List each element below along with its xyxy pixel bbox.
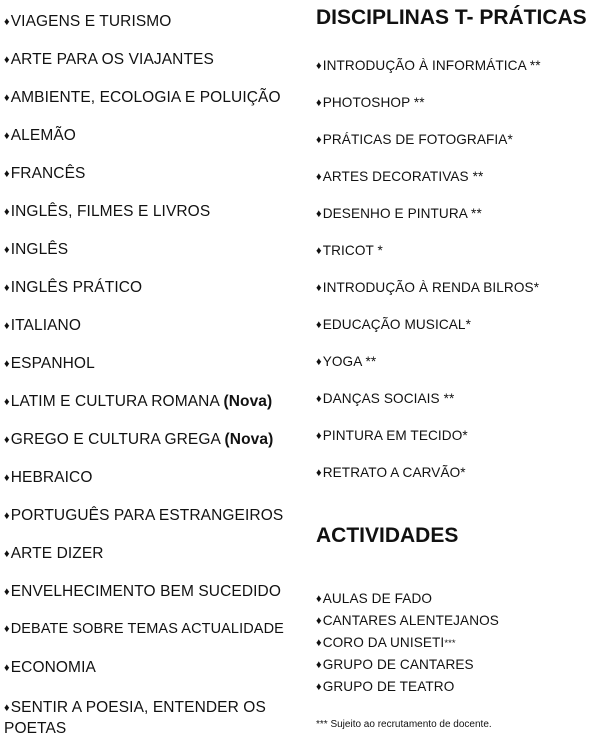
diamond-bullet-icon: ♦ — [316, 467, 322, 479]
list-item: ♦ECONOMIA — [4, 659, 96, 676]
list-item: ♦PRÁTICAS DE FOTOGRAFIA* — [316, 132, 513, 147]
list-item: ♦ALEMÃO — [4, 127, 76, 144]
section-heading-actividades: ACTIVIDADES — [316, 524, 459, 547]
diamond-bullet-icon: ♦ — [4, 92, 10, 104]
diamond-bullet-icon: ♦ — [316, 615, 322, 627]
list-item: ♦ITALIANO — [4, 317, 81, 334]
diamond-bullet-icon: ♦ — [4, 16, 10, 28]
diamond-bullet-icon: ♦ — [4, 548, 10, 560]
list-item: ♦AMBIENTE, ECOLOGIA E POLUIÇÃO — [4, 89, 281, 106]
list-item: ♦TRICOT * — [316, 243, 383, 258]
diamond-bullet-icon: ♦ — [316, 208, 322, 220]
list-item: ♦GRUPO DE CANTARES — [316, 657, 474, 672]
list-item: ♦ARTES DECORATIVAS ** — [316, 169, 484, 184]
diamond-bullet-icon: ♦ — [316, 134, 322, 146]
diamond-bullet-icon: ♦ — [316, 319, 322, 331]
list-item: ♦ESPANHOL — [4, 355, 95, 372]
diamond-bullet-icon: ♦ — [4, 510, 10, 522]
list-item: ♦YOGA ** — [316, 354, 377, 369]
list-item: ♦EDUCAÇÃO MUSICAL* — [316, 317, 471, 332]
nova-badge: (Nova) — [223, 393, 273, 410]
list-item: ♦INGLÊS — [4, 241, 69, 258]
list-item: ♦RETRATO A CARVÃO* — [316, 465, 466, 480]
list-item: ♦INTRODUÇÃO À RENDA BILROS* — [316, 280, 540, 295]
list-item: ♦INGLÊS PRÁTICO — [4, 279, 143, 296]
diamond-bullet-icon: ♦ — [316, 659, 322, 671]
list-item: ♦CORO DA UNISETI*** — [316, 635, 456, 650]
list-item: ♦VIAGENS E TURISMO — [4, 13, 172, 30]
list-item: ♦HEBRAICO — [4, 469, 93, 486]
diamond-bullet-icon: ♦ — [316, 60, 322, 72]
list-item: ♦ARTE DIZER — [4, 545, 104, 562]
list-item: ♦GREGO E CULTURA GREGA (Nova) — [4, 431, 274, 448]
diamond-bullet-icon: ♦ — [4, 130, 10, 142]
diamond-bullet-icon: ♦ — [316, 171, 322, 183]
diamond-bullet-icon: ♦ — [4, 702, 10, 714]
diamond-bullet-icon: ♦ — [4, 623, 10, 635]
diamond-bullet-icon: ♦ — [316, 593, 322, 605]
footnote: *** Sujeito ao recrutamento de docente. — [316, 719, 492, 730]
list-item: ♦ENVELHECIMENTO BEM SUCEDIDO — [4, 583, 281, 600]
list-item: ♦AULAS DE FADO — [316, 591, 433, 606]
diamond-bullet-icon: ♦ — [4, 244, 10, 256]
diamond-bullet-icon: ♦ — [316, 393, 322, 405]
diamond-bullet-icon: ♦ — [316, 430, 322, 442]
list-item: ♦GRUPO DE TEATRO — [316, 679, 455, 694]
list-item: ♦DEBATE SOBRE TEMAS ACTUALIDADE — [4, 621, 284, 637]
diamond-bullet-icon: ♦ — [4, 282, 10, 294]
section-heading-praticas: DISCIPLINAS T- PRÁTICAS — [316, 6, 587, 29]
nova-badge: (Nova) — [224, 431, 274, 448]
diamond-bullet-icon: ♦ — [316, 637, 322, 649]
diamond-bullet-icon: ♦ — [4, 320, 10, 332]
list-item: ♦PORTUGUÊS PARA ESTRANGEIROS — [4, 507, 284, 524]
list-item: ♦INTRODUÇÃO À INFORMÁTICA ** — [316, 58, 541, 73]
diamond-bullet-icon: ♦ — [316, 97, 322, 109]
diamond-bullet-icon: ♦ — [4, 396, 10, 408]
diamond-bullet-icon: ♦ — [4, 168, 10, 180]
list-item: ♦CANTARES ALENTEJANOS — [316, 613, 499, 628]
footnote-marker: *** — [444, 638, 456, 649]
list-item: ♦LATIM E CULTURA ROMANA (Nova) — [4, 393, 273, 410]
list-item: ♦SENTIR A POESIA, ENTENDER OS POETAS — [4, 699, 266, 737]
diamond-bullet-icon: ♦ — [316, 282, 322, 294]
diamond-bullet-icon: ♦ — [4, 586, 10, 598]
list-item: ♦DESENHO E PINTURA ** — [316, 206, 482, 221]
list-item: ♦FRANCÊS — [4, 165, 86, 182]
diamond-bullet-icon: ♦ — [316, 681, 322, 693]
diamond-bullet-icon: ♦ — [316, 356, 322, 368]
list-item: ♦INGLÊS, FILMES E LIVROS — [4, 203, 211, 220]
list-item: ♦PHOTOSHOP ** — [316, 95, 425, 110]
diamond-bullet-icon: ♦ — [4, 206, 10, 218]
list-item: ♦ARTE PARA OS VIAJANTES — [4, 51, 214, 68]
diamond-bullet-icon: ♦ — [4, 434, 10, 446]
diamond-bullet-icon: ♦ — [4, 358, 10, 370]
diamond-bullet-icon: ♦ — [4, 662, 10, 674]
list-item: ♦DANÇAS SOCIAIS ** — [316, 391, 455, 406]
diamond-bullet-icon: ♦ — [4, 472, 10, 484]
diamond-bullet-icon: ♦ — [4, 54, 10, 66]
diamond-bullet-icon: ♦ — [316, 245, 322, 257]
list-item: ♦PINTURA EM TECIDO* — [316, 428, 468, 443]
